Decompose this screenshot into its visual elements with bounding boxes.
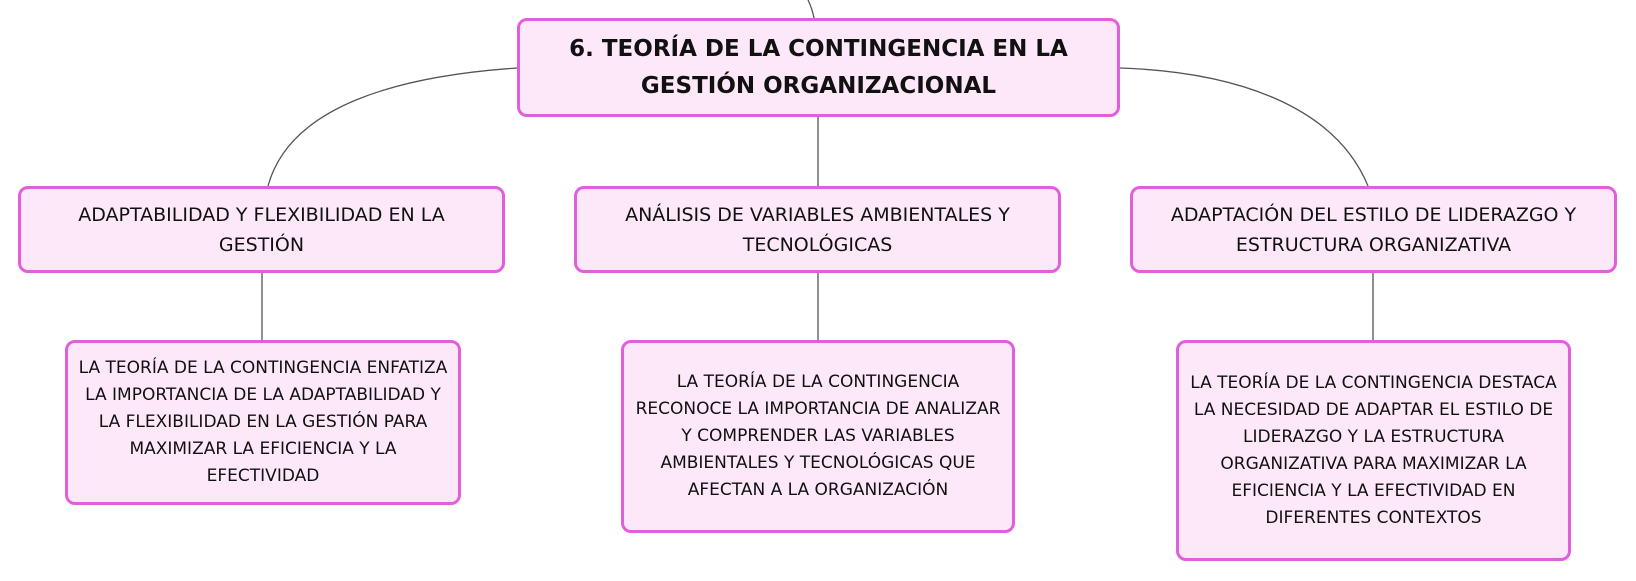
- detail-node-adaptability[interactable]: [65, 340, 461, 505]
- branch-node-label: ADAPTACIÓN DEL ESTILO DE LIDERAZGO Y ESTRUCTURA ORGANIZATIVA: [1170, 203, 1577, 256]
- detail-node-leadership[interactable]: [1176, 340, 1571, 561]
- branch-node-variables[interactable]: [574, 186, 1061, 273]
- detail-node-text: LA TEORÍA DE LA CONTINGENCIA DESTACA LA NECESIDAD DE ADAPTAR EL ESTILO DE LIDERAZGO Y LA ESTRUCTURA ORGANIZATIVA PARA MAXIMIZAR LA EFICIENCIA Y LA EFECTIVIDAD EN DIFERENTES CONTEXTOS: [1190, 372, 1557, 528]
- branch-node-leadership[interactable]: [1130, 186, 1617, 273]
- connector-parent-to-root: [808, 0, 814, 18]
- detail-node-text: LA TEORÍA DE LA CONTINGENCIA ENFATIZA LA IMPORTANCIA DE LA ADAPTABILIDAD Y LA FLEXIBILIDAD EN LA GESTIÓN PARA MAXIMIZAR LA EFICIENCIA Y LA EFECTIVIDAD: [78, 358, 448, 486]
- detail-node-variables[interactable]: [621, 340, 1015, 533]
- root-node[interactable]: [517, 18, 1120, 117]
- connector-root-to-branch-1: [268, 68, 517, 186]
- branch-node-label: ANÁLISIS DE VARIABLES AMBIENTALES Y TECNOLÓGICAS: [625, 203, 1010, 256]
- branch-node-adaptability[interactable]: [18, 186, 505, 273]
- connector-root-to-branch-3: [1120, 68, 1368, 186]
- root-node-label: 6. TEORÍA DE LA CONTINGENCIA EN LA GESTIÓN ORGANIZACIONAL: [569, 35, 1068, 99]
- branch-node-label: ADAPTABILIDAD Y FLEXIBILIDAD EN LA GESTIÓN: [78, 203, 445, 256]
- detail-node-text: LA TEORÍA DE LA CONTINGENCIA RECONOCE LA IMPORTANCIA DE ANALIZAR Y COMPRENDER LAS VARIABLES AMBIENTALES Y TECNOLÓGICAS QUE AFECTAN A LA ORGANIZACIÓN: [635, 372, 1001, 500]
